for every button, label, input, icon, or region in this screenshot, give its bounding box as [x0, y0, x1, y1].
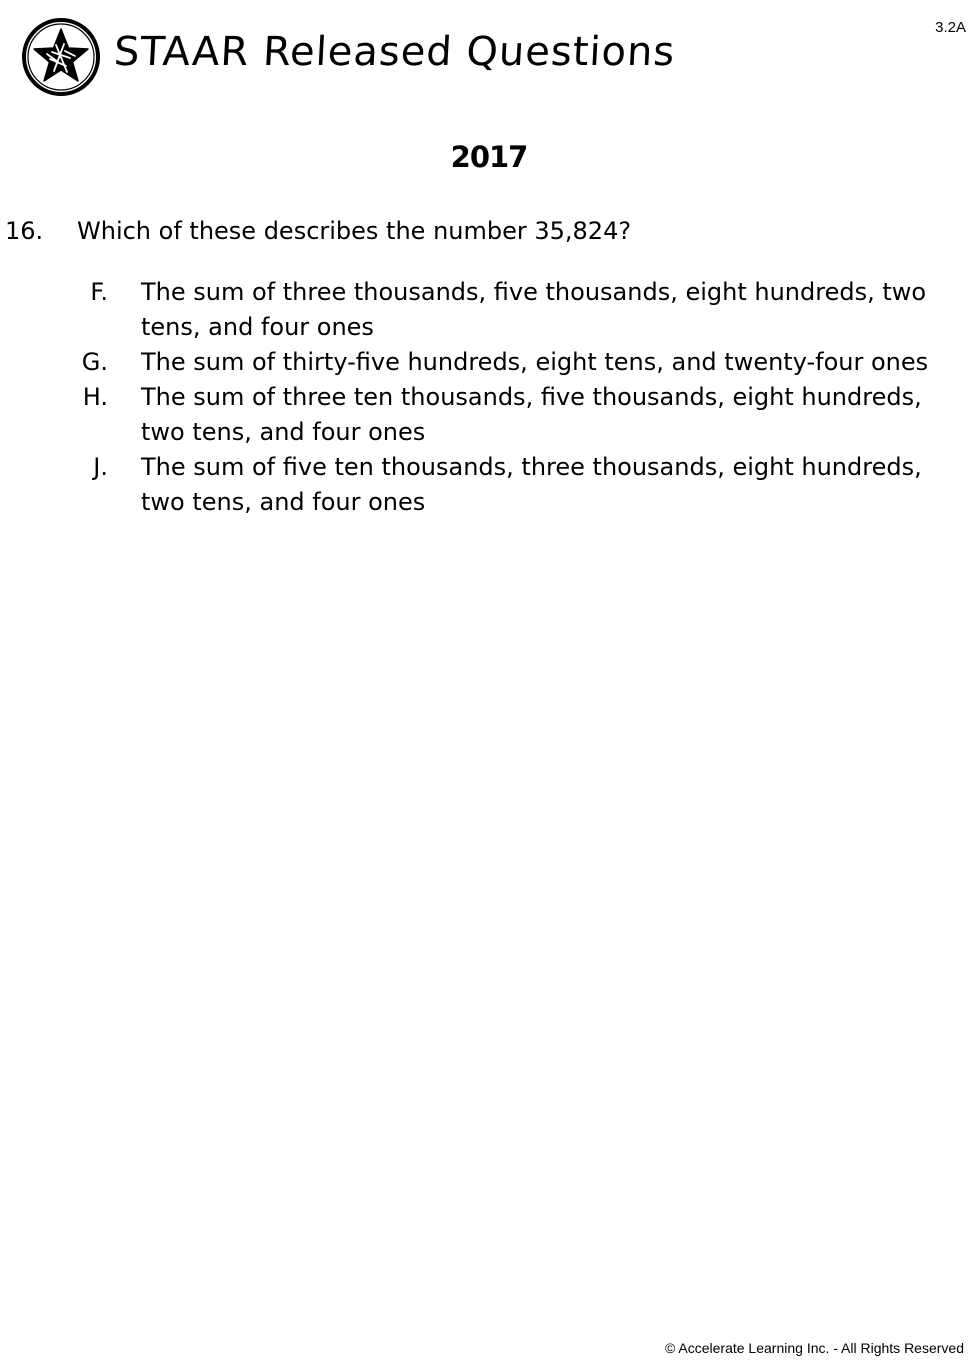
question-number: 16.: [5, 217, 44, 245]
choice-letter: G.: [81, 348, 108, 376]
choice-f[interactable]: [0, 275, 978, 345]
choice-text: The sum of three thousands, five thousands, eight hundreds, two tens, and four ones: [141, 278, 927, 341]
page-header: [20, 16, 675, 98]
choice-j[interactable]: [0, 450, 978, 520]
choice-text: The sum of three ten thousands, five thousands, eight hundreds, two tens, and four ones: [141, 383, 922, 446]
choice-text: The sum of five ten thousands, three thousands, eight hundreds, two tens, and four ones: [141, 453, 922, 516]
choice-text: The sum of thirty-five hundreds, eight tens, and twenty-four ones: [141, 348, 929, 376]
standard-code: 3.2A: [935, 19, 966, 36]
choice-letter: H.: [82, 383, 108, 411]
choice-g[interactable]: [0, 345, 978, 380]
question-stem: [5, 214, 631, 249]
choice-letter: J.: [93, 453, 108, 481]
year-heading: 2017: [450, 140, 528, 174]
question-text: Which of these describes the number 35,824?: [77, 217, 632, 245]
choice-letter: F.: [90, 278, 108, 306]
star-in-circle-icon: [20, 16, 102, 98]
copyright-footer: © Accelerate Learning Inc. - All Rights Reserved: [664, 1340, 964, 1356]
header-title: STAAR Released Questions: [112, 29, 677, 75]
choice-h[interactable]: [0, 380, 978, 450]
answer-choices: [0, 275, 978, 520]
